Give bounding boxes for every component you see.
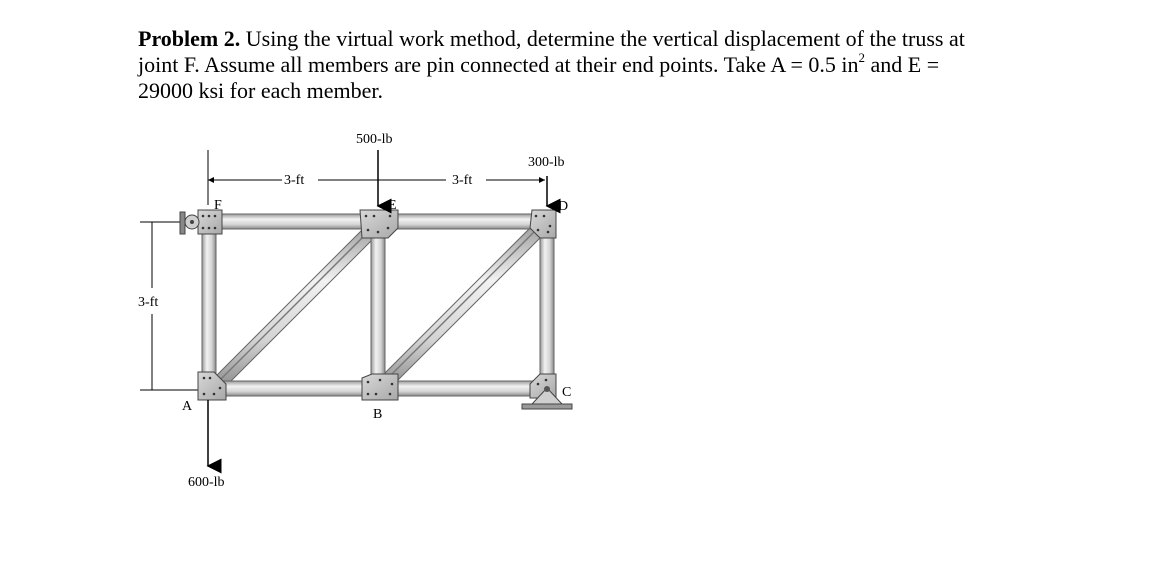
node-label-A: A: [182, 399, 193, 414]
node-label-F: F: [214, 198, 222, 213]
node-label-D: D: [558, 199, 569, 214]
member-BE: [371, 222, 385, 390]
member-AE: [212, 222, 380, 390]
pin-support-F: [180, 212, 199, 234]
member-AE-shade: [215, 225, 375, 385]
node-label-E: E: [388, 198, 397, 213]
member-BD: [378, 222, 546, 390]
dim-tick-left: [208, 177, 214, 183]
node-label-C: C: [562, 385, 572, 400]
gusset-E: [360, 210, 398, 238]
problem-label: Problem 2.: [138, 26, 241, 51]
dim-top-left-label: 3-ft: [284, 173, 305, 188]
gusset-F: [198, 210, 222, 234]
member-CD: [540, 222, 554, 390]
problem-line-3: 29000 ksi for each member.: [138, 78, 383, 103]
gusset-B: [362, 374, 398, 400]
member-BD-shade: [381, 225, 541, 385]
problem-line-2: joint F. Assume all members are pin connected at their end points. Take A = 0.5 $in^2$ and E =: [138, 49, 940, 77]
member-AF: [202, 222, 216, 390]
dim-tick-right: [539, 177, 545, 183]
load-label-A: 600-lb: [188, 475, 225, 490]
node-label-B: B: [373, 407, 383, 422]
dim-left-label: 3-ft: [138, 295, 159, 310]
dim-top-right-label: 3-ft: [452, 173, 473, 188]
problem-line-1: Problem 2. Using the virtual work method, determine the vertical displacement of the truss at: [138, 26, 965, 51]
load-label-E: 500-lb: [356, 132, 393, 147]
load-label-D: 300-lb: [528, 155, 565, 170]
